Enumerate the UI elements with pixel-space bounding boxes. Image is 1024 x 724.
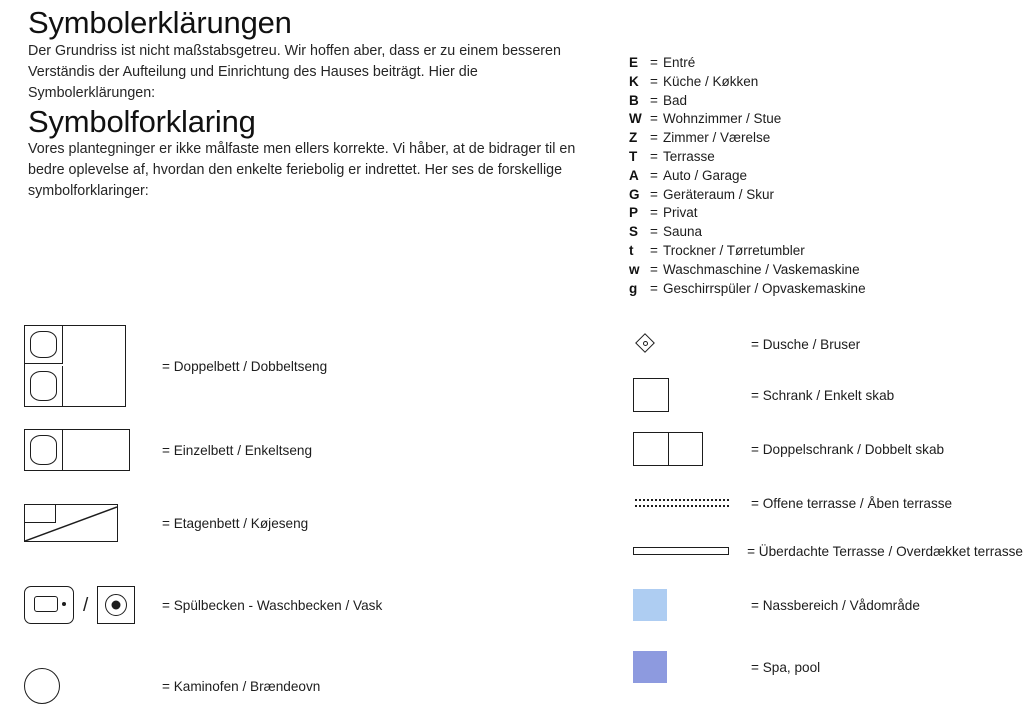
left-column — [28, 0, 598, 202]
legend-label: = Spülbecken - Waschbecken / Vask — [162, 597, 383, 613]
equals-sign: = — [650, 224, 658, 240]
abbreviation-row — [629, 262, 989, 281]
legend-item-spa-pool — [633, 641, 1023, 693]
abbreviation-value: Terrasse — [663, 148, 715, 164]
abbreviation-row — [629, 130, 989, 149]
abbreviation-key: G — [629, 186, 640, 202]
abbreviation-row — [629, 55, 989, 74]
legend-item-wood-stove — [24, 658, 584, 714]
equals-sign: = — [650, 280, 658, 296]
equals-sign: = — [650, 205, 658, 221]
legend-left-list — [24, 320, 584, 714]
abbreviation-value: Auto / Garage — [663, 167, 748, 183]
separator-slash: / — [83, 594, 89, 616]
wet-area-swatch — [633, 589, 751, 621]
legend-label: = Spa, pool — [751, 659, 821, 675]
sink-washbasin-icon — [24, 586, 144, 624]
intro-paragraph-de: Der Grundriss ist nicht maßstabsgetreu. Wir hoffen aber, dass er zu einem besseren Verständis der Aufteilung und Einrichtung des Hauses beiträgt. Hier die Symbolerklärungen: — [28, 42, 561, 101]
equals-sign: = — [650, 111, 658, 127]
abbreviation-key: w — [629, 261, 640, 277]
bunk-diagonal-line — [25, 505, 117, 541]
abbreviation-value: Sauna — [663, 224, 703, 240]
abbreviation-list — [629, 55, 989, 299]
abbreviation-key: S — [629, 224, 639, 240]
legend-item-shower — [633, 325, 1023, 363]
equals-sign: = — [650, 92, 658, 108]
abbreviation-value: Geschirrspüler / Opvaskemaskine — [663, 280, 866, 296]
equals-sign: = — [650, 130, 658, 146]
equals-sign: = — [650, 73, 658, 89]
abbreviation-value: Privat — [663, 205, 698, 221]
bunk-bed-icon — [24, 504, 144, 542]
wardrobe-single-icon — [633, 378, 751, 412]
legend-item-wet-area — [633, 579, 1023, 631]
abbreviation-row — [629, 93, 989, 112]
abbreviation-key: A — [629, 167, 639, 183]
legend-label: = Überdachte Terrasse / Overdækket terrasse — [747, 543, 1023, 559]
abbreviation-row — [629, 74, 989, 93]
legend-label: = Offene terrasse / Åben terrasse — [751, 495, 953, 511]
abbreviation-value: Waschmaschine / Vaskemaskine — [663, 261, 860, 277]
legend-label: = Nassbereich / Vådområde — [751, 597, 920, 613]
legend-label: = Doppelbett / Dobbeltseng — [162, 358, 328, 374]
abbreviation-row — [629, 281, 989, 300]
legend-item-double-bed — [24, 320, 584, 412]
abbreviation-row — [629, 187, 989, 206]
abbreviation-value: Zimmer / Værelse — [663, 130, 771, 146]
legend-item-open-terrace — [633, 481, 1023, 525]
abbreviation-row — [629, 111, 989, 130]
covered-terrace-icon — [633, 547, 747, 555]
abbreviation-value: Trockner / Tørretumbler — [663, 242, 805, 258]
equals-sign: = — [650, 186, 658, 202]
legend-label: = Etagenbett / Køjeseng — [162, 515, 309, 531]
abbreviation-key: t — [629, 242, 634, 258]
spa-pool-swatch — [633, 651, 751, 683]
page-title-da: Symbolforklaring — [28, 103, 256, 139]
legend-item-single-bed — [24, 420, 584, 480]
abbreviation-key: E — [629, 55, 639, 70]
washbasin-icon — [97, 586, 135, 624]
abbreviation-row — [629, 149, 989, 168]
abbreviation-row — [629, 205, 989, 224]
legend-label: = Doppelschrank / Dobbelt skab — [751, 441, 945, 457]
shower-icon — [633, 335, 751, 353]
legend-label: = Einzelbett / Enkeltseng — [162, 442, 313, 458]
abbreviation-key: W — [629, 111, 642, 127]
open-terrace-icon — [633, 499, 751, 507]
legend-label: = Kaminofen / Brændeovn — [162, 678, 321, 694]
equals-sign: = — [650, 261, 658, 277]
equals-sign: = — [650, 242, 658, 258]
equals-sign: = — [650, 148, 658, 164]
legend-item-wardrobe-double — [633, 423, 1023, 475]
wardrobe-double-icon — [633, 432, 751, 466]
single-bed-icon — [24, 429, 144, 471]
legend-label: = Dusche / Bruser — [751, 336, 861, 352]
abbreviation-row — [629, 168, 989, 187]
abbreviation-row — [629, 243, 989, 262]
double-bed-icon — [24, 325, 144, 407]
intro-paragraph-da: Vores plantegninger er ikke målfaste men ellers korrekte. Vi håber, at de bidrager til en bedre oplevelse af, hvordan den enkelte feriebolig er indrettet. Her ses de forskellige symbolforklaringer: — [28, 141, 576, 200]
wood-stove-icon — [24, 668, 144, 704]
abbreviation-key: Z — [629, 130, 638, 146]
equals-sign: = — [650, 55, 658, 70]
abbreviation-key: P — [629, 205, 639, 221]
page-title-de: Symbolerklärungen — [28, 5, 292, 40]
abbreviation-row — [629, 224, 989, 243]
legend-item-covered-terrace — [633, 527, 1023, 575]
kitchen-sink-icon — [24, 586, 74, 624]
abbreviation-value: Geräteraum / Skur — [663, 186, 775, 202]
abbreviation-key: g — [629, 280, 638, 296]
abbreviation-value: Bad — [663, 92, 688, 108]
abbreviation-key: K — [629, 73, 639, 89]
legend-item-wardrobe-single — [633, 369, 1023, 421]
legend-label: = Schrank / Enkelt skab — [751, 387, 895, 403]
abbreviation-value: Entré — [663, 55, 696, 70]
legend-item-bunk-bed — [24, 494, 584, 552]
legend-item-sink — [24, 574, 584, 636]
abbreviation-value: Wohnzimmer / Stue — [663, 111, 782, 127]
equals-sign: = — [650, 167, 658, 183]
legend-right-list — [633, 325, 1023, 693]
abbreviation-value: Küche / Køkken — [663, 73, 759, 89]
abbreviation-key: B — [629, 92, 639, 108]
abbreviation-key: T — [629, 148, 638, 164]
